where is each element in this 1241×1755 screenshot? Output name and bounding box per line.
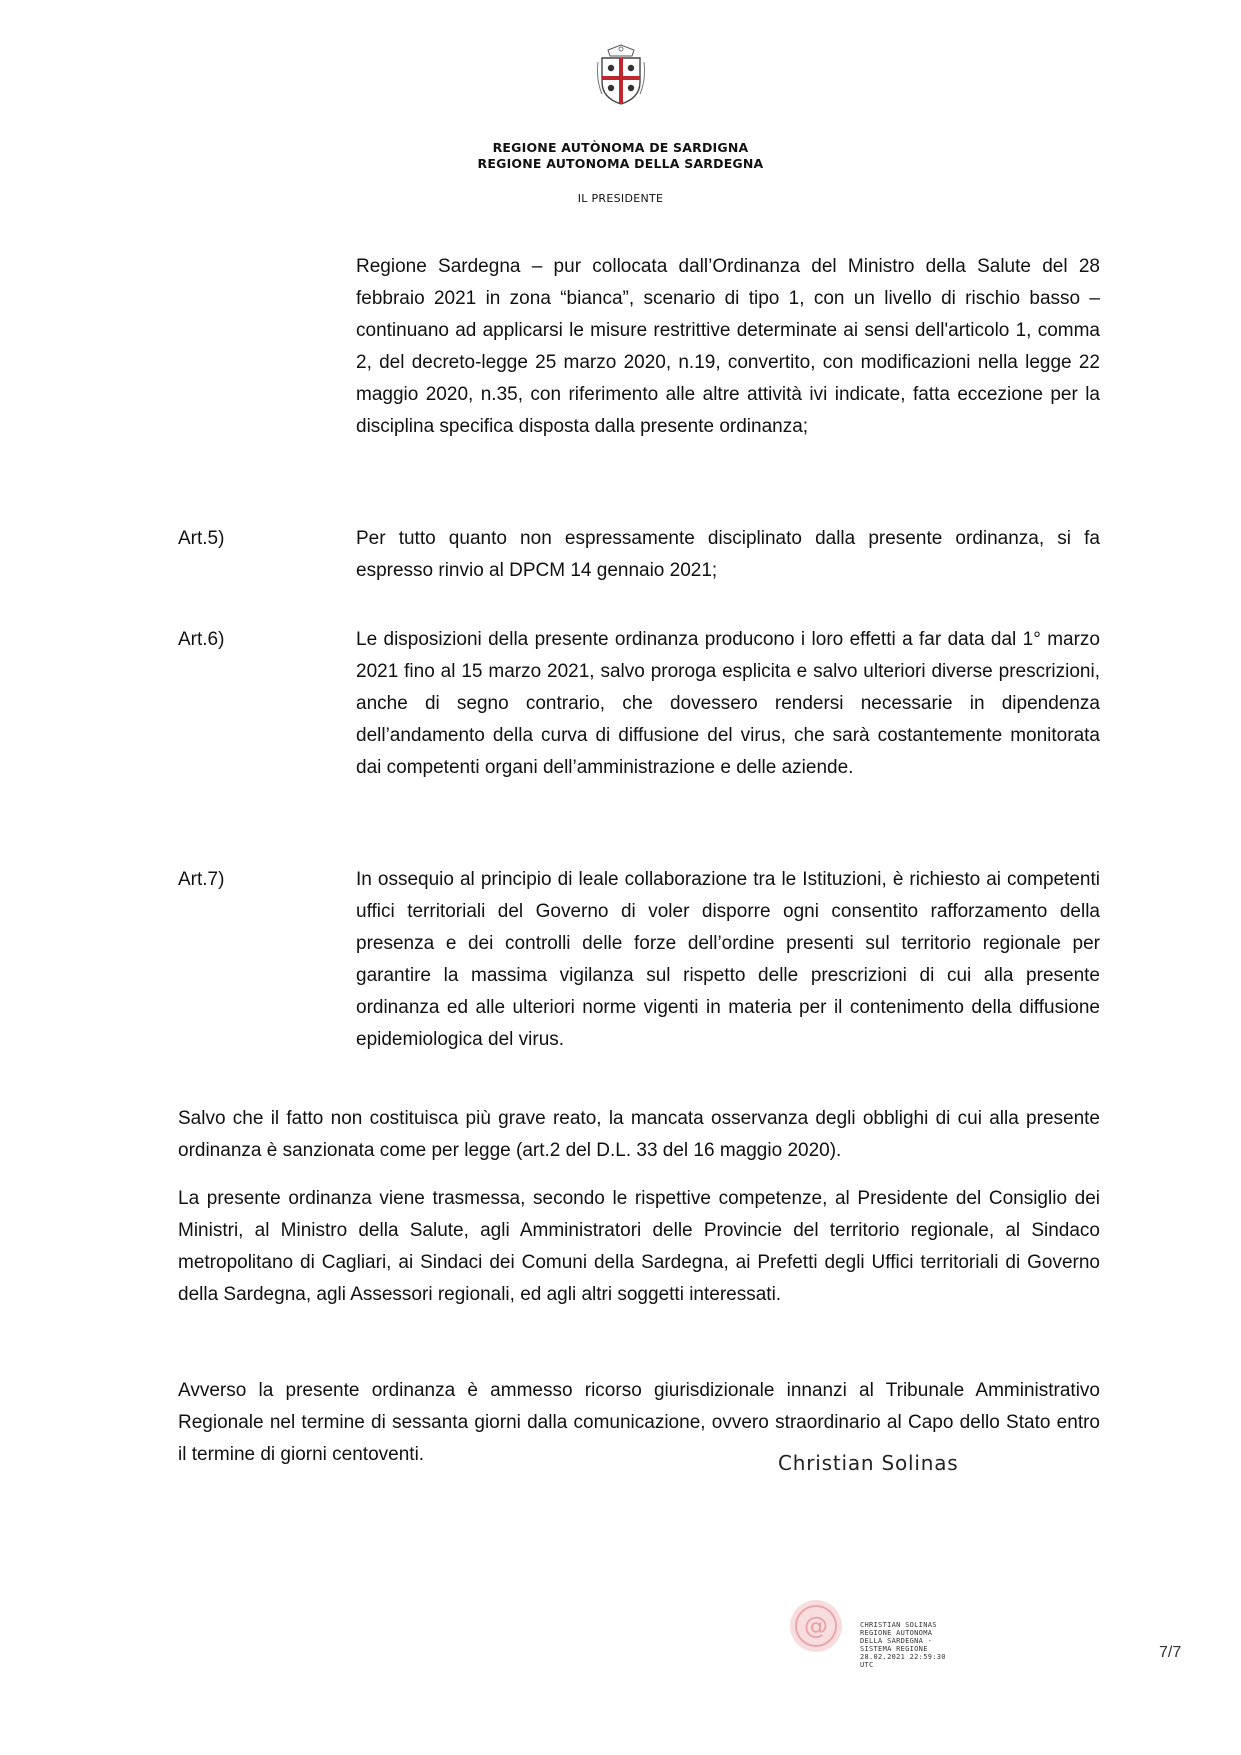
stamp-line: REGIONE AUTONOMA	[860, 1629, 933, 1637]
sardinia-coat-of-arms-icon	[594, 44, 648, 106]
digital-signature-seal-icon	[788, 1598, 844, 1654]
sanction-paragraph: Salvo che il fatto non costituisca più grave reato, la mancata osservanza degli obblighi di cui alla presente ordinanza è sanzionata come per legge (art.2 del D.L. 33 del 16 maggio 2020).	[178, 1108, 1100, 1161]
article-5-label: Art.5)	[178, 528, 225, 549]
article-6-text: Le disposizioni della presente ordinanza producono i loro effetti a far data dal 1° marzo 2021 fino al 15 marzo 2021, salvo proroga esplicita e salvo ulteriori diverse prescrizioni, anche di segno contrario, che dovessero rendersi necessarie in dipendenza dell’andamento della curva di diffusione del virus, che sarà costantemente monitorata dai competenti organi dell’amministrazione e delle aziende.	[356, 629, 1100, 778]
page-number: 7/7	[1159, 1644, 1182, 1661]
signature-name: Christian Solinas	[778, 1451, 959, 1475]
appeal-paragraph: Avverso la presente ordinanza è ammesso ricorso giurisdizionale innanzi al Tribunale Amministrativo Regionale nel termine di sessanta giorni dalla comunicazione, ovvero straordinario al Capo dello Stato entro il termine di giorni centoventi.	[178, 1380, 1100, 1465]
signature-stamp	[860, 1621, 946, 1669]
organization-name	[0, 140, 1241, 172]
article-7-text: In ossequio al principio di leale collaborazione tra le Istituzioni, è richiesto ai competenti uffici territoriali del Governo di voler disporre ogni consentito rafforzamento della presenza e dei controlli delle forze dell’ordine presenti sul territorio regionale per garantire la massima vigilanza sul rispetto delle prescrizioni di cui alla presente ordinanza ed alle ulteriori norme vigenti in materia per il contenimento della diffusione epidemiologica del virus.	[356, 869, 1100, 1050]
letterhead	[0, 44, 1241, 205]
office-title: IL PRESIDENTE	[577, 192, 664, 205]
stamp-line: DELLA SARDEGNA -	[860, 1637, 933, 1645]
article-5-text: Per tutto quanto non espressamente disciplinato dalla presente ordinanza, si fa espresso rinvio al DPCM 14 gennaio 2021;	[356, 528, 1100, 581]
stamp-line: 28.02.2021 22:59:30	[860, 1653, 946, 1661]
stamp-line: SISTEMA REGIONE	[860, 1645, 928, 1653]
svg-text:@: @	[804, 1612, 828, 1640]
article-7-label: Art.7)	[178, 869, 225, 890]
organization-name-italian: REGIONE AUTONOMA DELLA SARDEGNA	[477, 156, 764, 171]
organization-name-sardinian: REGIONE AUTÒNOMA DE SARDIGNA	[492, 140, 749, 155]
stamp-line: CHRISTIAN SOLINAS	[860, 1621, 937, 1629]
article-6-label: Art.6)	[178, 629, 225, 650]
stamp-line: UTC	[860, 1661, 874, 1669]
continuation-paragraph: Regione Sardegna – pur collocata dall’Ordinanza del Ministro della Salute del 28 febbraio 2021 in zona “bianca”, scenario di tipo 1, con un livello di rischio basso – continuano ad applicarsi le misure restrittive determinate ai sensi dell'articolo 1, comma 2, del decreto-legge 25 marzo 2020, n.19, convertito, con modificazioni nella legge 22 maggio 2020, n.35, con riferimento alle altre attività ivi indicate, fatta eccezione per la disciplina specifica disposta dalla presente ordinanza;	[356, 256, 1100, 437]
transmission-paragraph: La presente ordinanza viene trasmessa, secondo le rispettive competenze, al Presidente del Consiglio dei Ministri, al Ministro della Salute, agli Amministratori delle Provincie del territorio regionale, al Sindaco metropolitano di Cagliari, ai Sindaci dei Comuni della Sardegna, ai Prefetti degli Uffici territoriali di Governo della Sardegna, agli Assessori regionali, ed agli altri soggetti interessati.	[178, 1188, 1100, 1305]
